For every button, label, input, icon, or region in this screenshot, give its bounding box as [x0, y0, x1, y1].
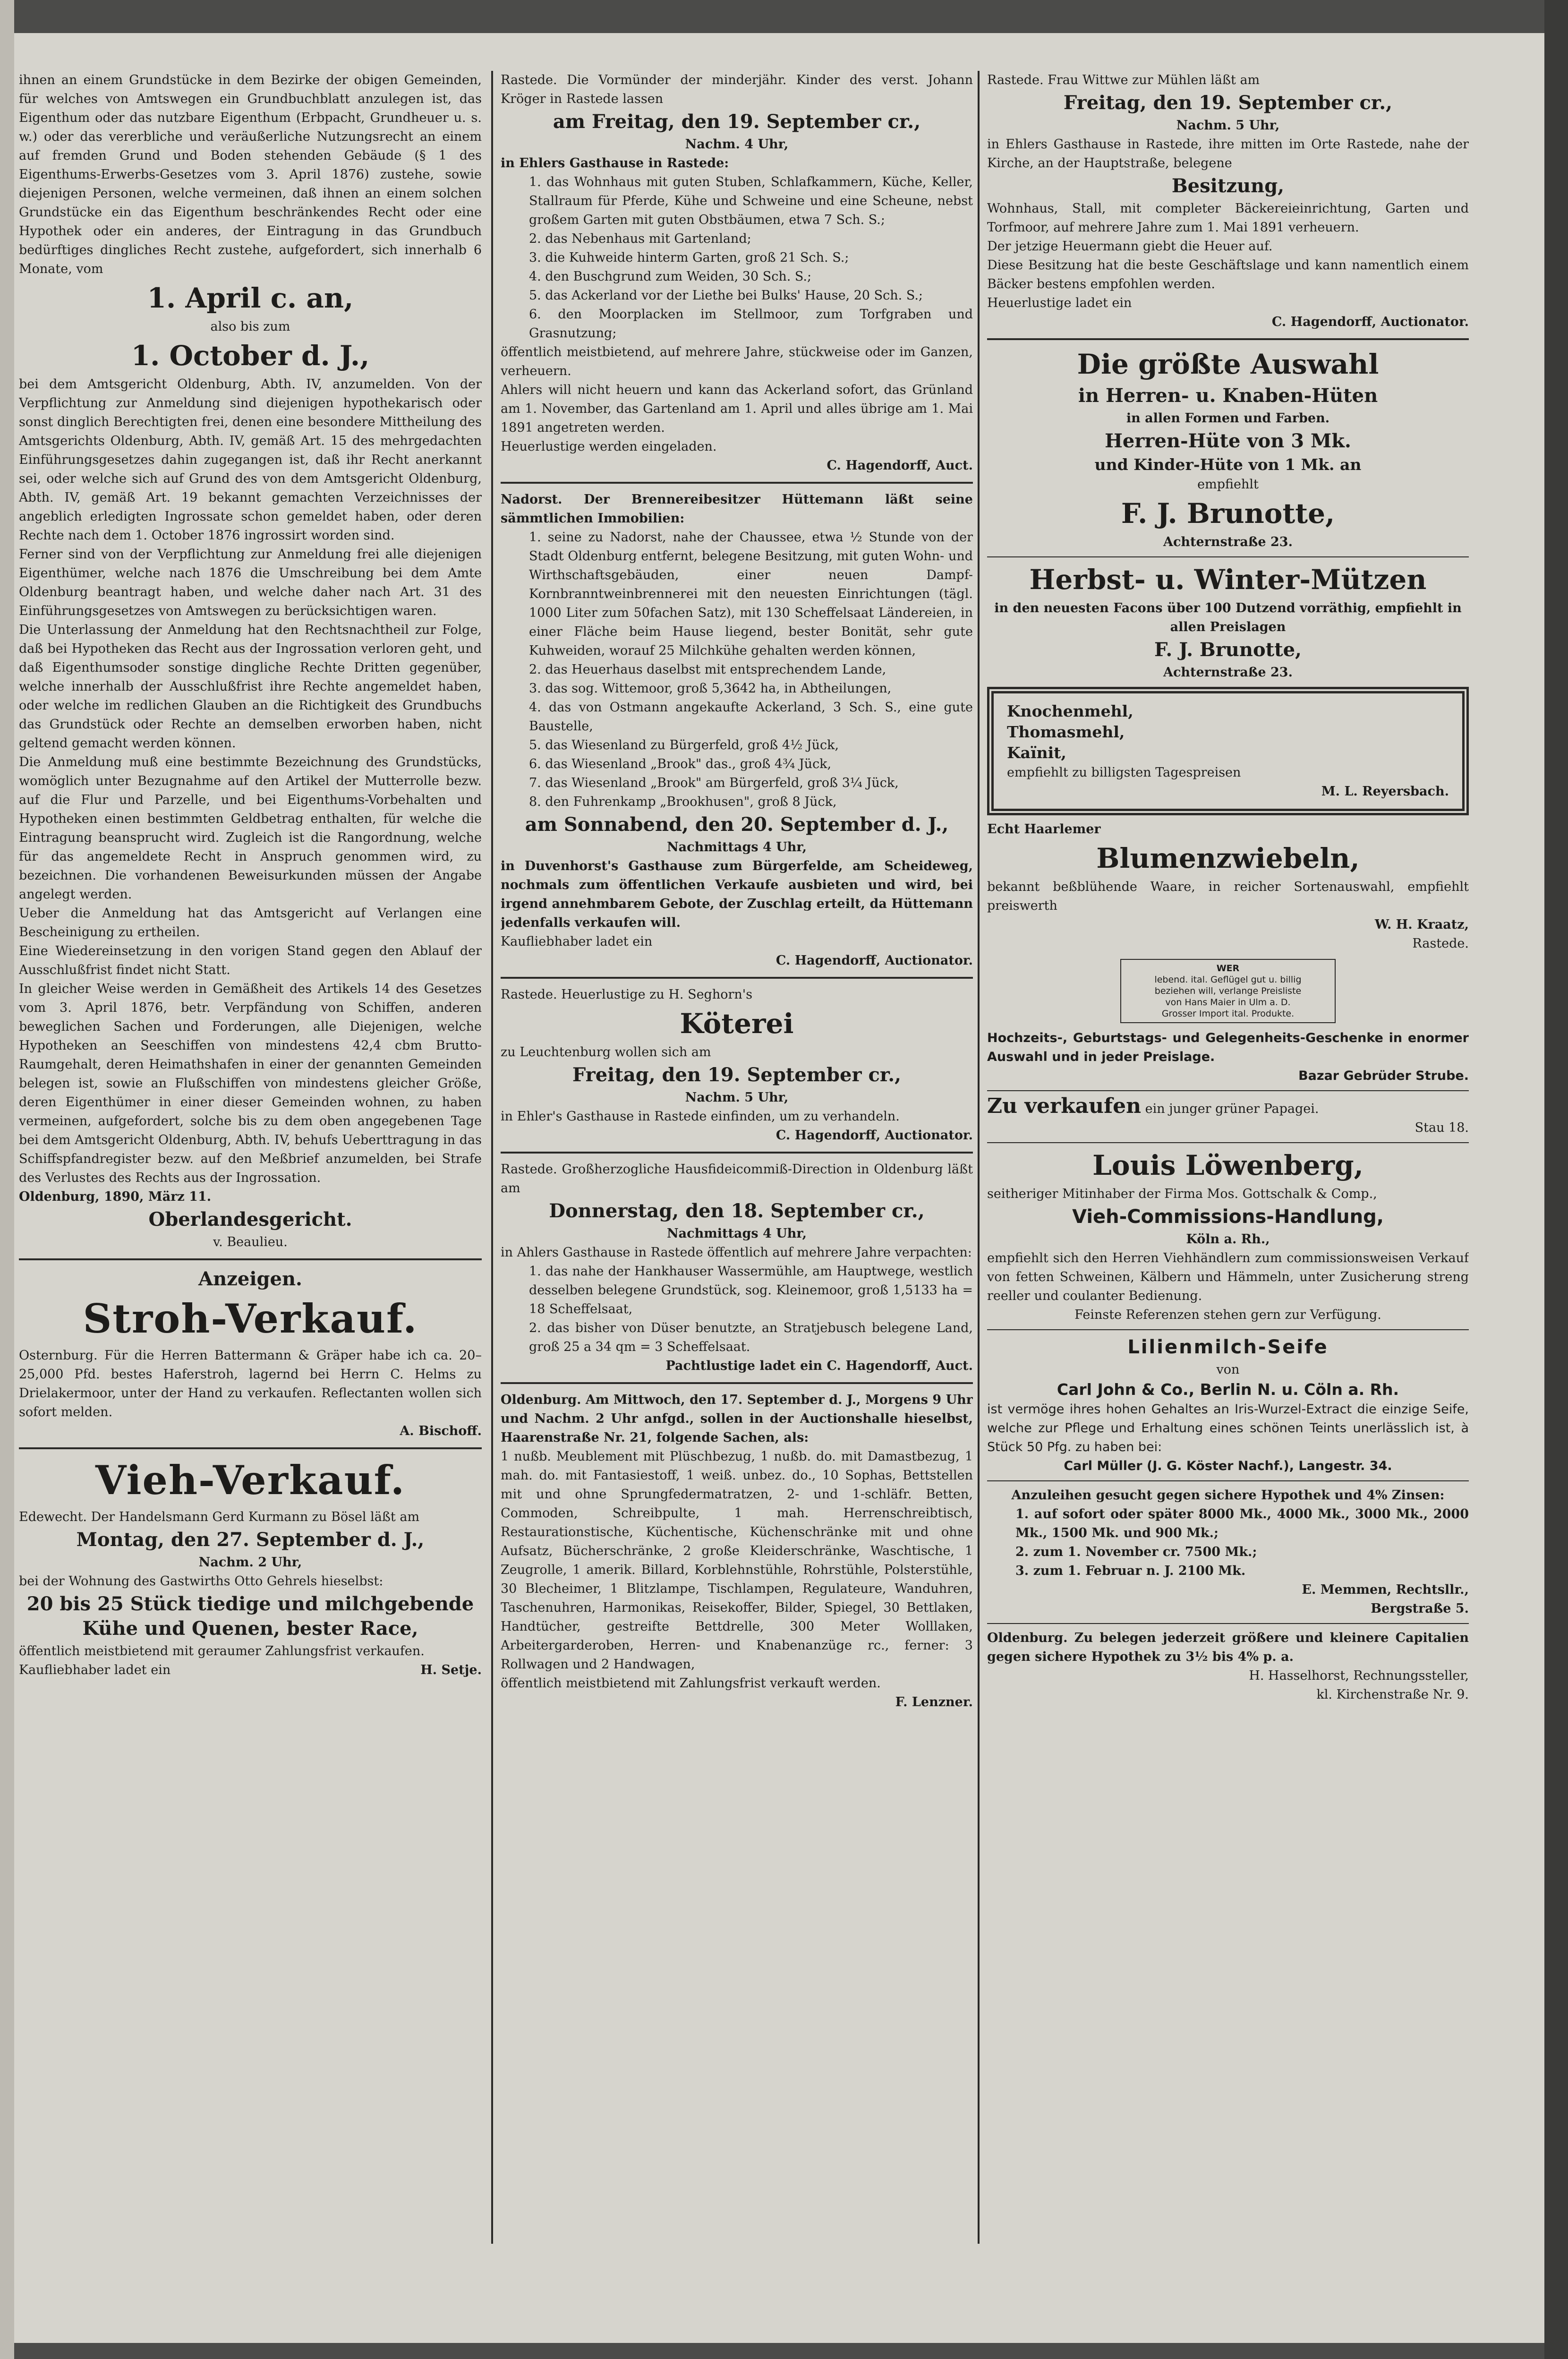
ad-signature: Bazar Gebrüder Strube. [1298, 1068, 1469, 1083]
ad-text: Heuerlustige ladet ein [987, 296, 1132, 310]
ad-signature: M. L. Reyersbach. [1321, 784, 1449, 799]
ad-signature: A. Bischoff. [400, 1424, 482, 1438]
ad-text: beziehen will, verlange Preisliste [1154, 986, 1302, 996]
ad-list-item: 7. das Wiesenland „Brook" am Bürgerfeld, groß 3¼ Jück, [529, 776, 899, 790]
ad-subheadline: in Herren- u. Knaben-Hüten [1078, 385, 1378, 407]
ad-list-item: 1. das nahe der Hankhauser Wassermühle, am Hauptwege, westlich desselben belegene Grundstück, sog. Kleinemoor, groß 1,5133 ha = 18 Scheffelsaat, [529, 1264, 973, 1316]
ad-text: ist vermöge ihres hohen Gehaltes an Iris-Wurzel-Extract die einzige Seife, welche zur Pflege und Erhaltung eines schönen Teints unerlässlich ist, à Stück 50 Pfg. zu haben bei: [987, 1402, 1469, 1454]
ad-line [987, 1096, 1469, 1119]
page-edge [1544, 0, 1568, 2359]
ad-signature: C. Hagendorff, Auctionator. [1271, 315, 1469, 329]
ad-text: in allen Formen und Farben. [1126, 411, 1330, 426]
ad-time: Nachm. 4 Uhr, [685, 137, 789, 152]
ad-headline: Anzuleihen gesucht gegen sichere Hypothek und 4% Zinsen: [1011, 1488, 1445, 1503]
ad-subheadline: und Kinder-Hüte von 1 Mk. an [1094, 455, 1362, 474]
ad-separator [987, 1090, 1469, 1091]
ad-text: Osternburg. Für die Herren Battermann & Gräper habe ich ca. 20–25,000 Pfd. bestes Haferstroh, lagernd bei Herrn C. Helms zu Drielakermoor, unter der Hand zu verkaufen. Reflectanten wollen sich sofort melden. [19, 1348, 482, 1419]
ad-list-item: 2. das Heuerhaus daselbst mit entsprechendem Lande, [529, 662, 886, 677]
ad-text: in Ahlers Gasthause in Rastede öffentlich auf mehrere Jahre verpachten: [501, 1245, 972, 1260]
ad-list-item: 1. seine zu Nadorst, nahe der Chaussee, etwa ½ Stunde von der Stadt Oldenburg entfernt, belegene Besitzung, mit guten Wohn- und Wirthschaftsgebäuden, einer neuen Dampf-Kornbranntweinbrennerei mit den neuesten Einrichtungen (tägl. 1000 Liter zum 50fachen Satz), mit 130 Scheffelsaat Ländereien, in einer Fläche beim Hause liegend, bester Bonität, sehr gute Kuhweiden, worauf 25 Milchkühe gehalten werden können, [529, 530, 973, 658]
ad-place: Rastede. [1412, 936, 1469, 951]
column-3 [987, 71, 1469, 2291]
column-rule [978, 71, 980, 2244]
ad-signature: H. Setje. [420, 1663, 482, 1677]
ad-text: Rastede. Heuerlustige zu H. Seghorn's [501, 987, 753, 1002]
ad-text: in Duvenhorst's Gasthause zum Bürgerfelde, am Scheideweg, nochmals zum öffentlichen Verkaufe ausbieten und wird, bei irgend annehmbarem Gebote, der Zuschlag erteilt, da Hüttemann jedenfalls verkaufen will. [501, 859, 973, 930]
ad-text: empfiehlt sich den Herren Viehhändlern zum commissionsweisen Verkauf von fetten Schweinen, Kälbern und Hämmeln, unter Zusicherung streng reeller und coulanter Bedienung. [987, 1251, 1469, 1303]
ad-time: Nachmittags 4 Uhr, [666, 840, 807, 855]
ad-separator [501, 1152, 973, 1154]
notice-authority: Oberlandesgericht. [148, 1208, 352, 1231]
ad-headline: Herbst- u. Winter-Mützen [1029, 564, 1427, 596]
ad-text: bekannt beßblühende Waare, in reicher Sortenauswahl, empfiehlt preiswerth [987, 880, 1469, 913]
ad-list-item: 1. auf sofort oder später 8000 Mk., 4000 Mk., 3000 Mk., 2000 Mk., 1500 Mk. und 900 Mk.; [1015, 1507, 1469, 1540]
notice-paragraph: Die Unterlassung der Anmeldung hat den Rechtsnachtheil zur Folge, daß bei Hypotheken das Recht aus der Ingrossation verloren geht, und daß Eigenthumsoder sonstige dingliche Rechte Dritten gegenüber, welche innerhalb der Ausschlußfrist ihre Rechte angemeldet haben, oder welche im redlichen Glauben an die Richtigkeit des Grundbuchs das Grundstück oder Rechte an demselben erworben haben, nicht geltend gemacht werden können. [19, 623, 482, 751]
ad-city: Köln a. Rh., [1186, 1232, 1270, 1247]
ad-list-item: 3. das sog. Wittemoor, groß 5,3642 ha, in Abtheilungen, [529, 681, 892, 696]
notice-place-date: Oldenburg, 1890, März 11. [19, 1189, 212, 1204]
column-1 [19, 71, 482, 2291]
notice-paragraph: Ueber die Anmeldung hat das Amtsgericht auf Verlangen eine Bescheinigung zu ertheilen. [19, 906, 482, 940]
ad-firm-name: Vieh-Commissions-Handlung, [1072, 1206, 1384, 1228]
ad-text: ein junger grüner Papagei. [1145, 1102, 1319, 1116]
section-heading: Anzeigen. [198, 1268, 302, 1290]
ad-date: am Sonnabend, den 20. September d. J., [525, 813, 949, 836]
ad-text: bei der Wohnung des Gastwirths Otto Gehrels hieselbst: [19, 1574, 383, 1589]
ad-address: Achternstraße 23. [1163, 665, 1293, 680]
ad-headline: Vieh-Verkauf. [95, 1457, 406, 1504]
ad-separator [501, 1382, 973, 1384]
ad-text: Nadorst. Der Brennereibesitzer Hüttemann läßt seine sämmtlichen Immobilien: [501, 492, 973, 526]
ad-firm-name: Carl John & Co., Berlin N. u. Cöln a. Rh. [1057, 1380, 1399, 1399]
notice-paragraph: Eine Wiedereinsetzung in den vorigen Stand gegen den Ablauf der Ausschlußfrist findet nicht Statt. [19, 944, 482, 977]
ad-signature: F. Lenzner. [895, 1695, 973, 1709]
ad-list-item: 6. das Wiesenland „Brook" das., groß 4¾ Jück, [529, 757, 832, 771]
ad-date: am Freitag, den 19. September cr., [553, 111, 921, 133]
ad-address: Achternstraße 23. [1163, 535, 1293, 549]
ad-text: öffentlich meistbietend mit geraumer Zahlungsfrist verkaufen. [19, 1644, 425, 1658]
ad-list-item: 2. das bisher von Düser benutzte, an Stratjebusch belegene Land, groß 25 a 34 qm = 3 Scheffelsaat. [529, 1321, 973, 1354]
ad-date: Montag, den 27. September d. J., [76, 1529, 425, 1551]
ad-list-item: 4. das von Ostmann angekaufte Ackerland, 3 Sch. S., eine gute Baustelle, [529, 700, 973, 734]
previous-page-strip [0, 0, 14, 2359]
notice-paragraph: Die Anmeldung muß eine bestimmte Bezeichnung des Grundstücks, womöglich unter Bezugnahme auf den Artikel der Mutterrolle bezw. auf die Flur und Parzelle, und bei Eigenthums-Vorbehalten und Hypotheken einen bestimmten Geldbetrag enthalten, für welche die Eintragung beansprucht wird. Zugleich ist die Rangordnung, welche für das angemeldete Recht in Anspruch genommen wird, zu bezeichnen. Die vorhandenen Beweisurkunden müssen der Angabe angelegt werden. [19, 755, 482, 902]
ad-signature: W. H. Kraatz, [1374, 917, 1469, 932]
ad-address: kl. Kirchenstraße Nr. 9. [1316, 1687, 1469, 1702]
ad-text: empfiehlt zu billigsten Tagespreisen [1007, 765, 1241, 780]
column-rule [491, 71, 493, 2244]
ad-list-item: 2. das Nebenhaus mit Gartenland; [529, 231, 751, 246]
ad-text: Diese Besitzung hat die beste Geschäftslage und kann namentlich einem Bäcker bestens empfohlen werden. [987, 258, 1469, 291]
ad-text: zu Leuchtenburg wollen sich am [501, 1045, 711, 1060]
ad-text: Ahlers will nicht heuern und kann das Ackerland sofort, das Grünland am 1. November, das Gartenland am 1. April und alles übrige am 1. Mai 1891 angetreten werden. [501, 383, 973, 435]
column-2 [501, 71, 973, 2291]
ad-text: Rastede. Frau Wittwe zur Mühlen läßt am [987, 73, 1260, 87]
ad-firm-name: F. J. Brunotte, [1121, 497, 1335, 530]
ad-headline: Köterei [680, 1008, 794, 1040]
ad-text: in Ehlers Gasthause in Rastede, ihre mitten im Orte Rastede, nahe der Kirche, an der Hauptstraße, belegene [987, 137, 1469, 171]
ad-list-item: 3. zum 1. Februar n. J. 2100 Mk. [1015, 1564, 1246, 1578]
section-rule [19, 1258, 482, 1260]
ad-time: Nachm. 5 Uhr, [1176, 118, 1280, 133]
ad-subheadline: Herren-Hüte von 3 Mk. [1105, 430, 1351, 452]
ad-time: Nachm. 5 Uhr, [685, 1090, 789, 1105]
ad-separator [19, 1447, 482, 1449]
ad-list-item: 8. den Fuhrenkamp „Brookhusen", groß 8 Jück, [529, 795, 837, 809]
ad-separator [501, 482, 973, 484]
ad-list-item: 5. das Wiesenland zu Bürgerfeld, groß 4½ Jück, [529, 738, 839, 752]
ad-text: Wohnhaus, Stall, mit completer Bäckereieinrichtung, Garten und Torfmoor, auf mehrere Jahre zum 1. Mai 1891 verheuern. [987, 201, 1469, 235]
notice-text: also bis zum [210, 319, 290, 334]
notice-paragraph: Ferner sind von der Verpflichtung zur Anmeldung frei alle diejenigen Eigenthümer, welche nach 1876 die Umschreibung bei dem Amte Oldenburg beantragt haben, und welche daher nach Art. 31 des Einführungsgesetzes von Amtswegen zu berücksichtigen waren. [19, 547, 482, 618]
ad-signature: Carl Müller (J. G. Köster Nachf.), Langestr. 34. [1064, 1459, 1392, 1473]
ad-separator [987, 556, 1469, 557]
ad-signature: Pachtlustige ladet ein C. Hagendorff, Auct. [665, 1359, 973, 1373]
ad-list-item: 6. den Moorplacken im Stellmoor, zum Torfgraben und Grasnutzung; [529, 307, 973, 341]
ad-date: Freitag, den 19. September cr., [1063, 92, 1393, 114]
notice-signature: v. Beaulieu. [213, 1235, 288, 1249]
ad-text: Rastede. Die Vormünder der minderjähr. Kinder des verst. Johann Kröger in Rastede lassen [501, 73, 973, 106]
ad-text: Echt Haarlemer [987, 822, 1101, 837]
ad-address: Bergstraße 5. [1371, 1601, 1469, 1616]
ad-time: Nachmittags 4 Uhr, [666, 1226, 807, 1241]
ad-text: Heuerlustige werden eingeladen. [501, 439, 717, 454]
ad-text: Oldenburg. Zu belegen jederzeit größere und kleinere Capitalien gegen sichere Hypothek zu 3½ bis 4% p. a. [987, 1631, 1469, 1664]
ad-place: in Ehlers Gasthause in Rastede: [501, 156, 729, 171]
notice-date-end: 1. October d. J., [131, 340, 370, 372]
ad-signature-line [19, 1661, 482, 1680]
ad-text: in Ehler's Gasthause in Rastede einfinden, um zu verhandeln. [501, 1109, 900, 1124]
ad-signature: H. Hasselhorst, Rechnungssteller, [1249, 1668, 1469, 1683]
ad-headline: Louis Löwenberg, [1092, 1149, 1363, 1181]
ad-headline: Stroh-Verkauf. [83, 1295, 418, 1342]
ad-text: Kaufliebhaber ladet ein [501, 934, 653, 949]
ad-list-item: 1. das Wohnhaus mit guten Stuben, Schlafkammern, Küche, Keller, Stallraum für Pferde, Kühe und Schweine und eine Scheune, nebst großem Garten mit guten Obstbäumen, etwa 7 Sch. S.; [529, 175, 973, 227]
product-line: Kaïnit, [1007, 744, 1066, 762]
ad-address: Stau 18. [1415, 1120, 1469, 1135]
ad-text: Hochzeits-, Geburtstags- und Gelegenheits-Geschenke in enormer Auswahl und in jeder Preislage. [987, 1031, 1469, 1064]
ad-signature: C. Hagendorff, Auctionator. [775, 953, 973, 968]
notice-paragraph: In gleicher Weise werden in Gemäßheit des Artikels 14 des Gesetzes vom 3. April 1876, betr. Verpfändung von Schiffen, anderen beweglichen Sachen und Forderungen, alle Diejenigen, welche Hypotheken an Seeschiffen von mindestens 42,4 cbm Brutto-Raumgehalt, deren Heimathshafen in einer der genannten Gemeinden belegen ist, sowie an Flußschiffen von mindestens gleicher Größe, deren Eigenthümer in einer dieser Gemeinden wohnen, zu haben vermeinen, aufgefordert, solche bis zu dem oben angegebenen Tage bei dem Amtsgericht Oldenburg, Abth. IV, behufs Ueberttragung in das Schiffspfandregister bezw. auf den Meßbrief anzumelden, bei Strafe des Verlustes des Rechts aus der Ingrossation. [19, 982, 482, 1185]
ad-separator [501, 977, 973, 979]
ad-list: 1 nußb. Meublement mit Plüschbezug, 1 nußb. do. mit Damastbezug, 1 mah. do. mit Fantasiestoff, 1 weiß. unbez. do., 10 Sophas, Bettstellen mit und ohne Sprungfedermatratzen, 2- und 1-schläfr. Betten, Commoden, Schreibpulte, 1 mah. Herrenschreibtisch, Restaurationstische, Küchentische, Küchenschränke mit und ohne Aufsatz, Bücherschränke, 2 große Kleiderschränke, Waschtische, 1 Zeugrolle, 1 amerik. Billard, Korblehnstühle, Rohrstühle, Polsterstühle, 30 Blecheimer, 1 Blitzlampe, Tischlampen, Regulateure, Wanduhren, Taschenuhren, Harmonikas, Reisekoffer, Bilder, Spiegel, 30 Bettlaken, Handtücher, gestreifte Bettdrelle, 300 Meter Wolllaken, Arbeitergarderoben, Herren- und Knabenanzüge rc., ferner: 3 Rollwagen und 2 Handwagen, [501, 1449, 973, 1672]
ad-date: Donnerstag, den 18. September cr., [549, 1200, 925, 1222]
ad-text: Oldenburg. Am Mittwoch, den 17. September d. J., Morgens 9 Uhr und Nachm. 2 Uhr anfgd., sollen in der Auctionshalle hieselbst, Haarenstraße Nr. 21, folgende Sachen, als: [501, 1393, 973, 1445]
ad-signature: C. Hagendorff, Auctionator. [775, 1128, 973, 1143]
ad-separator [987, 1623, 1469, 1624]
ad-list-item: 2. zum 1. November cr. 7500 Mk.; [1015, 1545, 1257, 1559]
ad-time: Nachm. 2 Uhr, [198, 1555, 302, 1570]
ad-date: Freitag, den 19. September cr., [572, 1064, 902, 1086]
ad-signature: C. Hagendorff, Auct. [827, 458, 973, 473]
small-boxed-ad [1120, 959, 1336, 1023]
ad-text: lebend. ital. Geflügel gut u. billig [1154, 974, 1302, 985]
ad-separator [987, 1142, 1469, 1143]
ad-text: Feinste Referenzen stehen gern zur Verfügung. [1074, 1308, 1381, 1322]
notice-date-start: 1. April c. an, [147, 282, 354, 314]
ad-headline: Besitzung, [1171, 175, 1285, 197]
ad-list-item: 4. den Buschgrund zum Weiden, 30 Sch. S.; [529, 269, 812, 284]
ad-headline: Zu verkaufen [987, 1094, 1142, 1118]
ad-text: Edewecht. Der Handelsmann Gerd Kurmann zu Bösel läßt am [19, 1510, 420, 1524]
ad-text: Rastede. Großherzogliche Hausfideicommiß-Direction in Oldenburg läßt am [501, 1162, 973, 1196]
ad-text: öffentlich meistbietend mit Zahlungsfrist verkauft werden. [501, 1676, 881, 1691]
ad-text: empfiehlt [1197, 477, 1259, 492]
product-line: Thomasmehl, [1007, 723, 1125, 741]
ad-headline: Blumenzwiebeln, [1096, 842, 1360, 874]
ad-list-item: 5. das Ackerland vor der Liethe bei Bulks' Hause, 20 Sch. S.; [529, 288, 923, 303]
ad-invite: Kaufliebhaber ladet ein [19, 1663, 171, 1677]
ad-text: von [1216, 1362, 1240, 1377]
ad-text: von Hans Maier in Ulm a. D. [1165, 997, 1291, 1008]
notice-paragraph: bei dem Amtsgericht Oldenburg, Abth. IV, anzumelden. Von der Verpflichtung zur Anmeldung sind diejenigen hypothekarisch oder sonst dinglich Berechtigten frei, denen eine besondere Mittheilung des Amtsgerichts Oldenburg, Abth. IV, gemäß Art. 15 des mehrgedachten Einführungsgesetzes dahin zugegangen ist, daß ihr Recht anerkannt sei, oder welche sich auf Grund des von dem Amtsgericht Oldenburg, Abth. IV, gemäß Art. 19 bekannt gemachten Verzeichnisses der angeblich erledigten Ingrossate schon gemeldet haben, oder deren Rechte nach dem 1. October 1876 ingrossirt worden sind. [19, 377, 482, 543]
ad-separator [987, 1480, 1469, 1481]
ad-text: öffentlich meistbietend, auf mehrere Jahre, stückweise oder im Ganzen, verheuern. [501, 345, 973, 378]
ad-text: in den neuesten Facons über 100 Dutzend vorräthig, empfiehlt in allen Preislagen [994, 601, 1462, 634]
ad-headline: Lilienmilch-Seife [1127, 1336, 1329, 1358]
ad-firm-name: F. J. Brunotte, [1154, 639, 1302, 661]
ad-headline: Die größte Auswahl [1077, 348, 1379, 380]
ad-text: seitheriger Mitinhaber der Firma Mos. Gottschalk & Comp., [987, 1187, 1377, 1201]
ornamental-box-ad [987, 687, 1469, 815]
ad-offer: 20 bis 25 Stück tiedige und milchgebende Kühe und Quenen, bester Race, [26, 1593, 474, 1640]
product-line: Knochenmehl, [1007, 702, 1133, 720]
ad-signature: E. Memmen, Rechtsllr., [1302, 1582, 1469, 1597]
ad-separator [987, 338, 1469, 340]
ad-separator [987, 1329, 1469, 1330]
notice-paragraph: ihnen an einem Grundstücke in dem Bezirke der obigen Gemeinden, für welches von Amtswegen ein Grundbuchblatt anzulegen ist, das Eigenthum oder das nutzbare Eigenthum (Erbpacht, Grundheuer u. s. w.) oder das vererbliche und veräußerliche Nutzungsrecht an einem auf fremden Grund und Boden stehenden Gebäude (§ 1 des Eigenthums-Erwerbs-Gesetzes vom 3. April 1876) zustehe, sowie diejenigen Personen, welche vermeinen, daß ihnen an einem solchen Grundstücke ein das Eigenthum beschränkendes Recht oder eine Hypothek oder ein anderes, der Eintragung in das Grundbuch bedürftiges dingliches Recht zustehe, aufgefordert, sich innerhalb 6 Monate, vom [19, 73, 482, 276]
ad-text: Der jetzige Heuermann giebt die Heuer auf. [987, 239, 1273, 254]
ad-list-item: 3. die Kuhweide hinterm Garten, groß 21 Sch. S.; [529, 250, 849, 265]
ad-headline: WER [1216, 963, 1240, 974]
ad-text: Grosser Import ital. Produkte. [1161, 1009, 1295, 1019]
